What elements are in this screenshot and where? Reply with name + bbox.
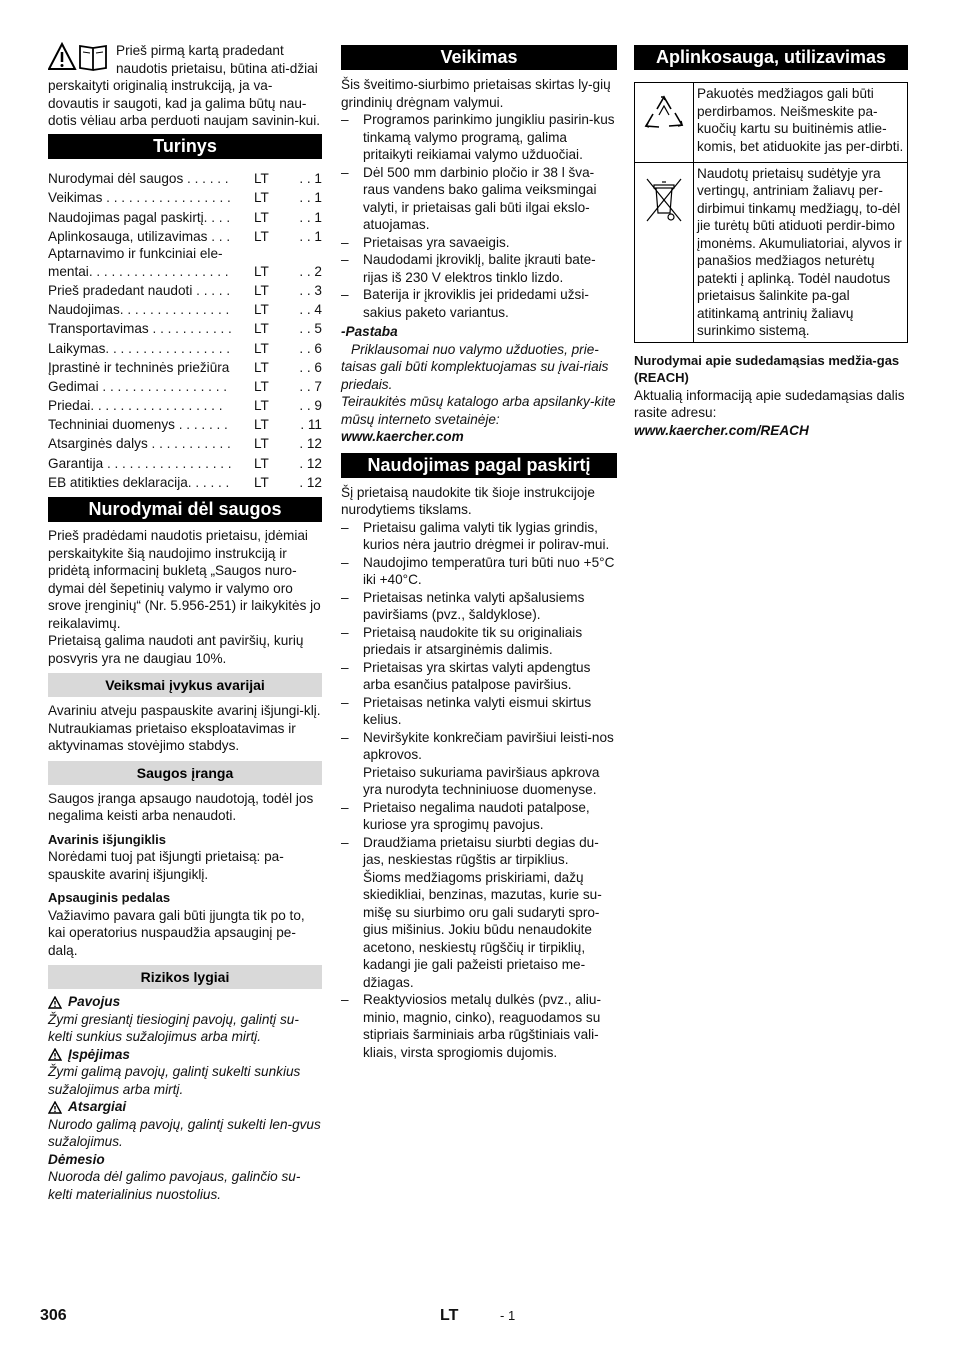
toc-entry-dots: . . . <box>207 228 231 244</box>
toc-entry-page: . . 1 <box>299 228 322 244</box>
toc-entry-title <box>48 395 248 414</box>
toc-entry-title-text: Aplinkosauga, utilizavimas <box>48 228 208 244</box>
list-item: – Naudodami įkroviklį, balite įkrauti bate-rijas iš 230 V elektros tinklo lizdo. <box>341 251 617 286</box>
table-of-contents <box>48 169 322 492</box>
intro-block <box>48 42 322 130</box>
toc-entry-lang: LT <box>254 359 269 375</box>
note-text-catalog: Teiraukitės mūsų katalogo arba apsilanky-kite mūsų interneto svetainėje: <box>341 394 616 427</box>
toc-entry-title-text: Transportavimas <box>48 321 149 337</box>
list-item: – Reaktyviosios metalų dulkės (pvz., aliu-minio, magnio, cinko), reaguodamos su stipriais šarminiais arba rūgštiniais vali-kliais, virsta sprogiomis dujomis. <box>341 991 617 1061</box>
list-item: – Baterija ir įkroviklis jei pridedami užsi-sakius paketo variantus. <box>341 286 617 321</box>
switch-title: Avarinis išjungiklis <box>48 831 167 847</box>
caution-label: Atsargiai <box>68 1099 127 1115</box>
toc-entry-title <box>48 169 248 188</box>
list-item: – Prietaiso negalima naudoti patalpose, kuriose yra sprogimų pavojus. <box>341 799 617 834</box>
list-item: – Dėl 500 mm darbinio pločio ir 38 l šva-raus vandens bako galima veiksmingai valyti, ir prietaisas gali būti ilgai ekslo-atuojamas. <box>341 164 617 234</box>
pedal-title: Apsauginis pedalas <box>48 890 171 906</box>
table-row <box>635 83 908 163</box>
toc-entry-page: . . 7 <box>299 378 322 394</box>
toc-entry-dots: . . . . . . . . . . . . . . . . . <box>105 340 231 356</box>
toc-entry-title <box>48 319 248 338</box>
toc-entry-lang: LT <box>254 474 269 490</box>
reach-title: Nurodymai apie sudedamąsias medžia-gas (REACH) <box>634 352 900 385</box>
toc-entry-title-text: Atsarginės dalys <box>48 436 148 452</box>
toc-entry-dots: . . . . . . . . . . . <box>148 321 232 337</box>
toc-entry-lang: LT <box>254 228 269 244</box>
toc-row[interactable] <box>48 169 322 188</box>
warning-label: Įspėjimas <box>68 1046 130 1062</box>
toc-entry-dots: . . . . <box>203 209 231 225</box>
environment-table <box>634 82 908 343</box>
toc-entry-lang: LT <box>254 282 269 298</box>
packaging-text: Pakuotės medžiagos gali būti perdirbamos. Neišmeskite pa-kuočių kartu su buitinėmis atlie-komis, bet atiduokite jas per-dirbti. <box>694 83 908 163</box>
toc-entry-title <box>48 188 248 207</box>
toc-row[interactable] <box>48 453 322 472</box>
recycle-cell <box>635 83 694 163</box>
toc-entry-dots: . . . . . . . . . . . <box>147 436 231 452</box>
toc-entry-dots: . . . . . . . . . . . . . . . . . . <box>90 398 223 414</box>
toc-entry-title <box>48 472 248 491</box>
toc-entry-title-text: Priedai <box>48 398 91 414</box>
toc-entry-title <box>48 226 248 245</box>
toc-title: Turinys <box>48 134 322 159</box>
toc-entry-page: . . 6 <box>299 340 322 356</box>
equipment-text: Saugos įranga apsaugo naudotoją, todėl jos negalima keisti arba nenaudoti. <box>48 790 314 824</box>
toc-entry-title <box>48 434 248 453</box>
toc-entry-page: . 11 <box>300 417 322 433</box>
intended-list <box>341 519 617 1062</box>
toc-entry-title-text: Naudojimas pagal paskirtį <box>48 209 204 225</box>
toc-row[interactable] <box>48 319 322 338</box>
toc-entry-lang: LT <box>254 398 269 414</box>
toc-entry-dots: . . . . . . <box>183 171 229 187</box>
emergency-text: Avariniu atveju paspauskite avarinį išjungi-klį. Nutraukiamas prietaiso eksploatavimas ir aktyvinamas stovėjimo stabdys. <box>48 703 321 754</box>
toc-row[interactable] <box>48 472 322 491</box>
toc-entry-lang: LT <box>254 378 269 394</box>
safety-slope: Prietaisą galima naudoti ant paviršių, kurių posvyris yra ne daugiau 10%. <box>48 633 304 666</box>
list-item: – Prietaisą naudokite tik su originaliais priedais ir atsarginėmis dalimis. <box>341 624 617 659</box>
toc-entry-title <box>48 376 248 395</box>
toc-entry-title-text: Naudojimas <box>48 302 120 318</box>
toc-entry-dots: . . . . . . . . . . . . . . . . . . . <box>88 263 229 279</box>
toc-row[interactable] <box>48 434 322 453</box>
toc-row[interactable] <box>48 299 322 318</box>
load-extra-text: Prietaiso sukuriama paviršiaus apkrova yra nurodyta techniniuose duomenyse. <box>363 764 600 797</box>
warning-text: Žymi galimą pavojų, galintį sukelti sunkius sužalojimus arba mirtį. <box>48 1064 301 1097</box>
emergency-title: Veiksmai įvykus avarijai <box>48 673 322 697</box>
toc-entry-title <box>48 280 248 299</box>
caution-row <box>48 1098 322 1116</box>
risk-title: Rizikos lygiai <box>48 965 322 989</box>
toc-entry-title <box>48 357 248 376</box>
toc-entry-page: . . 1 <box>299 209 322 225</box>
toc-entry-lang: LT <box>254 302 269 318</box>
list-item: – Naudojimo temperatūra turi būti nuo +5°C iki +40°C. <box>341 554 617 589</box>
footer-subpage-text: - 1 <box>500 1308 516 1323</box>
load-text: Neviršykite konkrečiam paviršiui leisti-nos apkrovos. <box>363 729 614 762</box>
gas-text: Draudžiama prietaisu siurbti degias du-jas, neskiestas rūgštis ar tirpiklius. <box>363 834 599 867</box>
toc-entry-page: . 12 <box>299 455 322 471</box>
toc-entry-dots: . . . . . . <box>187 474 230 490</box>
recycle-icon <box>635 83 693 157</box>
reach-text: Aktualią informaciją apie sudedamąsias dalis rasite adresu: <box>634 387 905 420</box>
danger-row <box>48 993 322 1011</box>
toc-entry-lang: LT <box>254 417 269 433</box>
toc-entry-title <box>48 245 248 280</box>
table-row <box>635 162 908 342</box>
toc-entry-lang: LT <box>254 340 269 356</box>
toc-entry-lang: LT <box>254 321 269 337</box>
toc-entry-lang: LT <box>254 263 269 279</box>
toc-entry-title-text: EB atitikties deklaracija <box>48 474 188 490</box>
toc-row[interactable] <box>48 226 322 245</box>
toc-entry-title-line2: mentai <box>48 263 89 279</box>
function-intro: Šis šveitimo-siurbimo prietaisas skirtas ly-gių grindinių drėgnam valymui. <box>341 77 611 110</box>
toc-entry-page: . . 4 <box>299 302 322 318</box>
switch-text: Norėdami tuoj pat išjungti prietaisą: pa-spauskite avarinį išjungiklį. <box>48 849 284 882</box>
toc-entry-dots: . . . . . . . . . . . . . . . <box>119 302 230 318</box>
toc-row[interactable] <box>48 207 322 226</box>
footer-subpage <box>500 1307 515 1325</box>
toc-entry-title <box>48 299 248 318</box>
list-item: – Prietaisas netinka valyti apšalusiems paviršiams (pvz., šaldyklose). <box>341 589 617 624</box>
intro-text: Prieš pirmą kartą pradedant naudotis prietaisu, būtina ati-džiai perskaityti originalią instrukciją, ja va-dovautis ir saugoti, kad ja galima būtų nau-dotis vėliau arba perduoti naujam savinin-kui. <box>48 43 321 128</box>
toc-entry-page: . . 1 <box>299 190 322 206</box>
toc-entry-title <box>48 207 248 226</box>
toc-entry-page: . . 2 <box>299 263 322 279</box>
toc-entry-page: . . 5 <box>299 321 322 337</box>
list-item <box>341 834 617 992</box>
attention-label: Dėmesio <box>48 1151 105 1167</box>
toc-entry-page: . 12 <box>299 436 322 452</box>
toc-entry-title-text: Prieš pradedant naudoti <box>48 282 193 298</box>
environment-title: Aplinkosauga, utilizavimas <box>634 45 908 70</box>
function-title: Veikimas <box>341 45 617 70</box>
toc-row[interactable] <box>48 280 322 299</box>
website-link[interactable]: www.kaercher.com <box>341 429 464 444</box>
gas-extra-text: Šioms medžiagoms priskiriami, dažų skiedikliai, benzinas, mazutas, kurie su-mišę su siurbimo oru gali sudaryti spro-gius mišinius. Jokiu būdu nenaudokite acetono, neskiestų rūgščių ir tirpiklių, kadangi jie gali pažeisti prietaiso me-džiagas. <box>363 869 602 990</box>
column-middle <box>341 42 617 1061</box>
toc-row[interactable] <box>48 188 322 207</box>
toc-entry-lang: LT <box>254 190 269 206</box>
page-number: 306 <box>40 1307 67 1324</box>
toc-entry-title <box>48 415 248 434</box>
note-text: Priklausomai nuo valymo užduoties, prie-taisas gali būti komplektuojamas su įvai-riais priedais. <box>341 341 609 392</box>
list-item: – Prietaisas yra skirtas valyti apdengtus arba esančius patalpose paviršius. <box>341 659 617 694</box>
reach-link[interactable]: www.kaercher.com/REACH <box>634 422 809 438</box>
toc-row[interactable] <box>48 245 322 280</box>
list-item: – Programos parinkimo jungikliu pasirin-kus tinkamą valymo programą, galima pritaikyti reikiamai valymo užduočiai. <box>341 111 617 164</box>
toc-entry-dots: . . . . . . . . . . . . . . . . . <box>103 455 232 471</box>
equipment-title: Saugos įranga <box>48 761 322 785</box>
toc-entry-dots: . . . . . . . <box>174 417 228 433</box>
toc-row[interactable] <box>48 415 322 434</box>
toc-entry-title-text: Įprastinė ir techninės priežiūra <box>48 359 230 375</box>
list-item: – Prietaisas yra savaeigis. <box>341 234 617 252</box>
toc-entry-lang: LT <box>254 171 269 187</box>
attention-text: Nuoroda dėl galimo pavojaus, galinčio su-kelti materialinius nuostolius. <box>48 1169 301 1202</box>
weee-cell <box>635 162 694 342</box>
toc-entry-dots: . . . . . . . . . . . . . . . . . <box>98 378 228 394</box>
pedal-text: Važiavimo pavara gali būti įjungta tik po to, kai operatorius nuspaudžia apsauginį pe-dalą. <box>48 907 305 958</box>
toc-entry-page: . 12 <box>299 474 322 490</box>
toc-entry-lang: LT <box>254 209 269 225</box>
toc-entry-lang: LT <box>254 436 269 452</box>
toc-entry-page: . . 3 <box>299 282 322 298</box>
intended-intro: Šį prietaisą naudokite tik šioje instrukcijoje nurodytiems tikslams. <box>341 484 595 517</box>
list-item: – Prietaisas netinka valyti eismui skirtus kelius. <box>341 694 617 729</box>
toc-entry-page: . . 9 <box>299 398 322 414</box>
toc-row[interactable] <box>48 376 322 395</box>
toc-entry-dots: . . . . . . . . . . . . . . . . . <box>102 190 231 206</box>
toc-entry-title <box>48 338 248 357</box>
safety-title: Nurodymai dėl saugos <box>48 497 322 522</box>
toc-entry-title-text: Gedimai <box>48 378 99 394</box>
weee-text: Naudotų prietaisų sudėtyje yra vertingų, antriniam žaliavų per-dirbimui tinkamų medžiagų, to-dėl jie turėtų būti atiduoti perdir-bimo įmonėms. Akumuliatoriai, alyvos ir panašios medžiagos neturėtų patekti į aplinką. Todėl naudotus prietaisus šalinkite pa-gal atitinkamą antrinių žaliavų surinkimo sistemą. <box>694 162 908 342</box>
function-list <box>341 111 617 321</box>
toc-entry-title-text: Veikimas <box>48 190 103 206</box>
column-right <box>634 42 908 439</box>
toc-entry-title-text: Garantija <box>48 455 104 471</box>
safety-intro: Prieš pradėdami naudotis prietaisu, įdėmiai perskaitykite šią naudojimo instrukciją ir pridėtą informacinį bukletą „Saugos nuro-dymai dėl šepetinių valymo ir valymo oro srove įrenginių“ (Nr. 5.956-251) ir laikykitės jo reikalavimų. <box>48 528 321 631</box>
toc-entry-title-text: Nurodymai dėl saugos <box>48 171 184 187</box>
list-item <box>341 729 617 799</box>
warning-icon <box>48 1048 62 1061</box>
toc-entry-lang: LT <box>254 455 269 471</box>
caution-text: Nurodo galimą pavojų, galintį sukelti len-gvus sužalojimus. <box>48 1116 321 1150</box>
warning-row <box>48 1046 322 1064</box>
toc-entry-title-text: Techniniai duomenys <box>48 417 175 433</box>
warning-and-manual-icon <box>48 42 110 72</box>
toc-entry-dots: . . . . . <box>192 282 231 298</box>
toc-row[interactable] <box>48 357 322 376</box>
toc-row[interactable] <box>48 338 322 357</box>
toc-entry-title <box>48 453 248 472</box>
list-item: – Prietaisu galima valyti tik lygias grindis, kurios nėra jautrio drėgmei ir polirav-mui. <box>341 519 617 554</box>
toc-entry-page: . . 6 <box>299 359 322 375</box>
toc-entry-page: . . 1 <box>299 171 322 187</box>
toc-entry-title-text: Laikymas <box>48 340 106 356</box>
danger-text: Žymi gresiantį tiesioginį pavojų, galintį su-kelti sunkius sužalojimus arba mirtį. <box>48 1011 299 1045</box>
footer-language: LT <box>440 1307 459 1324</box>
crossed-bin-icon <box>635 163 693 233</box>
intended-use-title: Naudojimas pagal paskirtį <box>341 453 617 478</box>
danger-label: Pavojus <box>68 994 121 1010</box>
toc-entry-title-line1: Aptarnavimo ir funkciniai ele- <box>48 246 223 262</box>
caution-warning-icon <box>48 1101 62 1114</box>
danger-warning-icon <box>48 996 62 1009</box>
column-left <box>48 42 322 1203</box>
toc-row[interactable] <box>48 395 322 414</box>
note-label: -Pastaba <box>341 324 398 339</box>
